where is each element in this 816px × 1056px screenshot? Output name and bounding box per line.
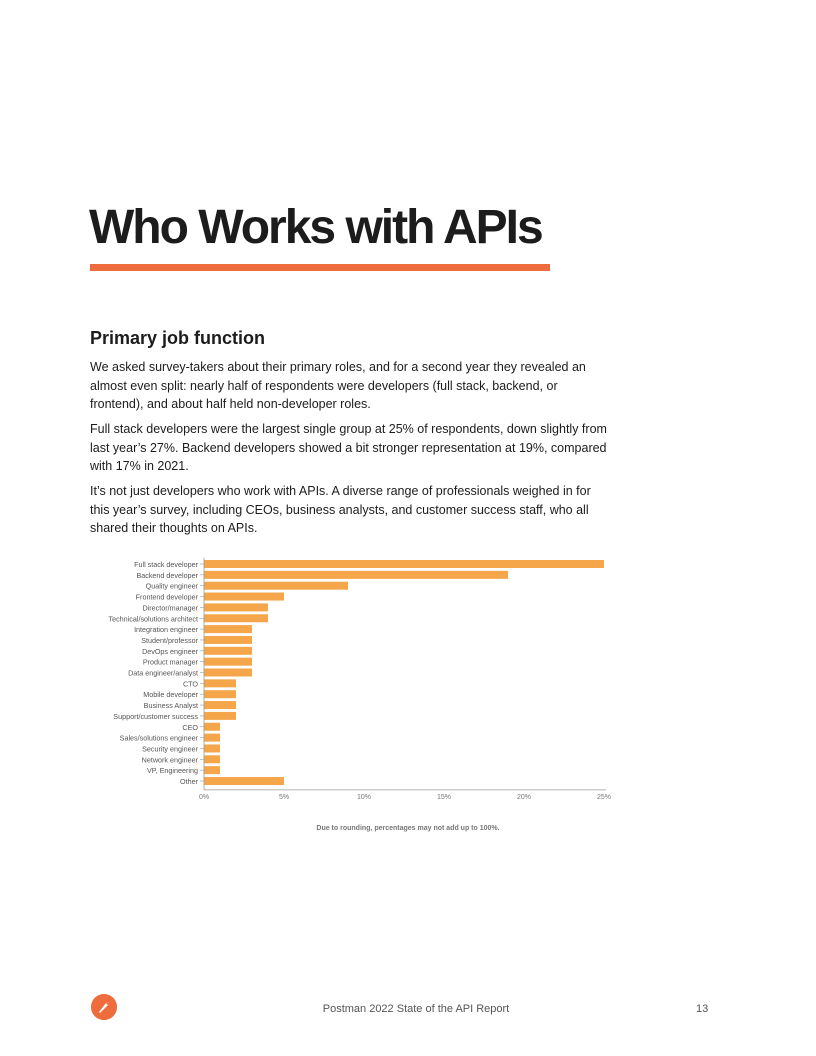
category-label: Security engineer: [142, 744, 198, 754]
category-label: CTO: [182, 679, 198, 689]
category-label: CEO: [182, 722, 198, 732]
rounding-note: Due to rounding, percentages may not add up to 100%.: [316, 825, 500, 832]
category-label: Full stack developer: [134, 560, 198, 569]
bar: [204, 690, 236, 698]
category-label: DevOps engineer: [142, 646, 198, 656]
category-label: Backend developer: [136, 570, 198, 580]
category-label: Product manager: [142, 657, 198, 667]
category-label: Student/professor: [141, 635, 198, 645]
page-number: 13: [696, 1003, 709, 1015]
bar: [204, 560, 604, 568]
x-tick-label: 10%: [356, 793, 372, 801]
bar: [204, 669, 252, 677]
category-label: Other: [180, 777, 198, 786]
paragraph-2: Full stack developers were the largest single group at 25% of respondents, down slightly from last year’s 27%. Backend developers showed a bit stronger representation at 19%, compared with 17% in 2021.: [90, 422, 607, 473]
section-heading: Primary job function: [90, 328, 266, 348]
category-label: Director/manager: [142, 603, 198, 613]
paragraph-3: It’s not just developers who work with APIs. A diverse range of professionals weighed in for this year’s survey, including CEOs, business analysts, and customer success staff, who all shared their thoughts on APIs.: [90, 484, 591, 535]
category-label: Sales/solutions engineer: [119, 733, 198, 743]
bar: [204, 582, 348, 590]
paragraph-1: We asked survey-takers about their primary roles, and for a second year they revealed an almost even split: nearly half of respondents were developers (full stack, backend, or frontend), and about half held non-developer roles.: [90, 360, 586, 411]
bar: [204, 614, 268, 622]
category-label: Frontend developer: [135, 592, 198, 602]
bar: [204, 647, 252, 655]
footer-report-title: Postman 2022 State of the API Report: [322, 1003, 510, 1015]
category-label: Quality engineer: [145, 581, 198, 591]
bar: [204, 777, 284, 785]
bar: [204, 571, 508, 579]
page-title: Who Works with APIs: [89, 201, 542, 254]
category-label: VP, Engineering: [146, 766, 198, 776]
bar: [204, 603, 268, 611]
category-label: Mobile developer: [143, 690, 198, 700]
bar: [204, 658, 252, 666]
category-label: Business Analyst: [143, 701, 198, 711]
category-label: Network engineer: [141, 755, 198, 765]
bar: [204, 593, 284, 601]
bar: [204, 625, 252, 633]
category-label: Technical/solutions architect: [108, 614, 198, 624]
bar: [204, 701, 236, 709]
x-tick-label: 25%: [596, 793, 612, 801]
bar: [204, 744, 220, 752]
bar: [204, 723, 220, 731]
x-tick-label: 15%: [436, 793, 452, 801]
x-tick-label: 5%: [278, 793, 290, 801]
bar: [204, 734, 220, 742]
title-underline: [90, 264, 550, 271]
bar: [204, 712, 236, 720]
category-label: Support/customer success: [113, 711, 198, 721]
bar: [204, 679, 236, 687]
x-tick-label: 20%: [516, 793, 532, 801]
category-label: Data engineer/analyst: [128, 668, 198, 678]
job-function-bar-chart: [0, 555, 816, 815]
bar: [204, 766, 220, 774]
category-label: Integration engineer: [134, 625, 198, 635]
bar: [204, 636, 252, 644]
bar: [204, 755, 220, 763]
x-tick-label: 0%: [198, 793, 210, 801]
